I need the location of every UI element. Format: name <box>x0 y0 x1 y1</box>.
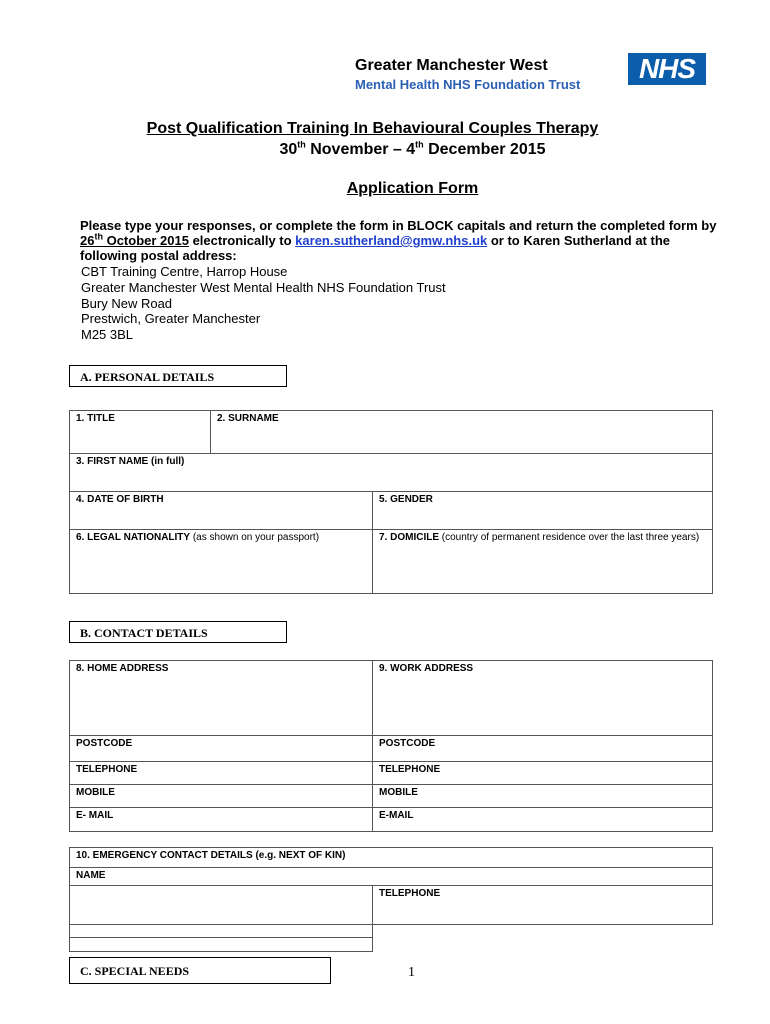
personal-details-table <box>69 410 713 594</box>
section-c-heading: C. SPECIAL NEEDS <box>69 957 331 984</box>
home-telephone-field[interactable]: TELEPHONE <box>70 762 373 785</box>
home-address-field[interactable]: 8. HOME ADDRESS <box>70 661 373 736</box>
surname-field[interactable]: 2. SURNAME <box>211 411 713 454</box>
emergency-name-input[interactable] <box>70 886 373 925</box>
emergency-extra-row[interactable] <box>70 938 373 952</box>
postal-address <box>81 264 446 343</box>
home-email-field[interactable]: E- MAIL <box>70 808 373 832</box>
address-line: Prestwich, Greater Manchester <box>81 311 261 327</box>
trust-subtitle: Mental Health NHS Foundation Trust <box>355 77 581 92</box>
address-line: Greater Manchester West Mental Health NHS Foundation Trust <box>81 279 446 295</box>
course-dates: 30th November – 4th December 2015 <box>279 139 546 158</box>
home-mobile-field[interactable]: MOBILE <box>70 785 373 808</box>
first-name-field[interactable]: 3. FIRST NAME (in full) <box>70 454 713 492</box>
page-number: 1 <box>408 965 415 980</box>
section-b-heading: B. CONTACT DETAILS <box>69 621 287 643</box>
emergency-telephone-field[interactable]: TELEPHONE <box>373 886 713 925</box>
date-of-birth-field[interactable]: 4. DATE OF BIRTH <box>70 492 373 530</box>
emergency-extra-rows <box>69 924 373 952</box>
emergency-heading: 10. EMERGENCY CONTACT DETAILS (e.g. NEXT OF KIN) <box>70 848 713 868</box>
emergency-contact-table <box>69 847 713 925</box>
form-title: Application Form <box>346 180 479 197</box>
title-field[interactable]: 1. TITLE <box>70 411 211 454</box>
nhs-logo <box>628 53 706 85</box>
emergency-name-field[interactable]: NAME <box>70 868 713 886</box>
address-line: Bury New Road <box>81 295 173 311</box>
work-telephone-field[interactable]: TELEPHONE <box>373 762 713 785</box>
home-postcode-field[interactable]: POSTCODE <box>70 736 373 762</box>
domicile-field[interactable]: 7. DOMICILE (country of permanent residence over the last three years) <box>373 530 713 594</box>
work-address-field[interactable]: 9. WORK ADDRESS <box>373 661 713 736</box>
trust-name: Greater Manchester West <box>355 57 548 74</box>
work-email-field[interactable]: E-MAIL <box>373 808 713 832</box>
nationality-field[interactable]: 6. LEGAL NATIONALITY (as shown on your passport) <box>70 530 373 594</box>
section-a-heading: A. PERSONAL DETAILS <box>69 365 287 387</box>
email-link[interactable]: karen.sutherland@gmw.nhs.uk <box>295 233 488 248</box>
contact-details-table <box>69 660 713 832</box>
instructions: Please type your responses, or complete the form in BLOCK capitals and return the completed form by 26th October 2015 electronically to karen.sutherland@gmw.nhs.uk or to Karen Sutherland at the following postal address: <box>80 218 717 263</box>
emergency-extra-row[interactable] <box>70 925 373 938</box>
nhs-logo-text: NHS <box>638 53 696 84</box>
course-title: Post Qualification Training In Behavioural Couples Therapy <box>146 120 599 137</box>
work-mobile-field[interactable]: MOBILE <box>373 785 713 808</box>
address-line: M25 3BL <box>81 327 134 343</box>
address-line: CBT Training Centre, Harrop House <box>81 264 288 279</box>
gender-field[interactable]: 5. GENDER <box>373 492 713 530</box>
work-postcode-field[interactable]: POSTCODE <box>373 736 713 762</box>
